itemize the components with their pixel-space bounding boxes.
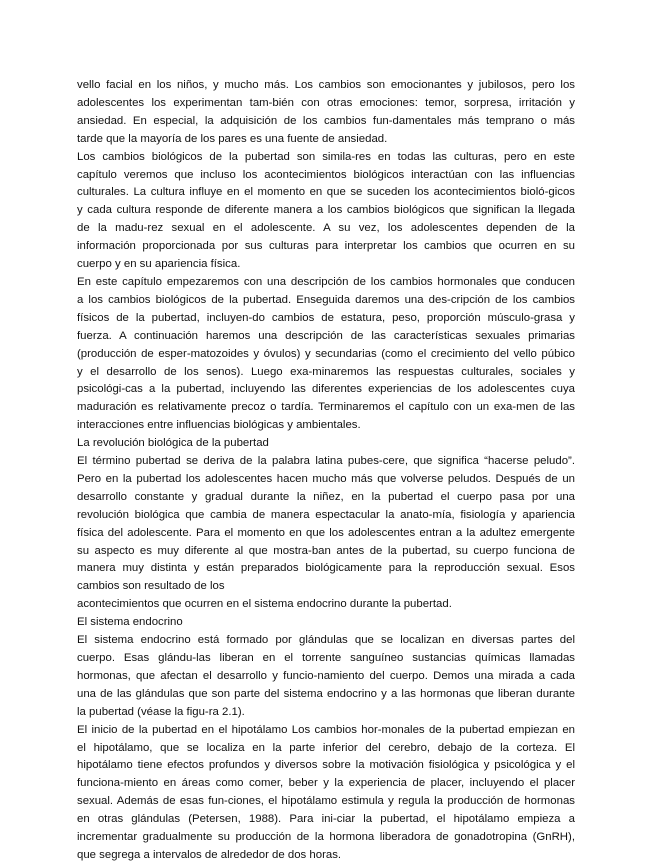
text-line: interacciones entre influencias biológicas y ambientales. [77, 419, 361, 432]
text-line: La revolución biológica de la pubertad [77, 437, 269, 450]
text-line: en otras glándulas (Petersen, 1988). Para ini-ciar la pubertad, el hipotálamo empieza a [77, 813, 575, 826]
text-line: información proporcionada por sus culturas para interpretar los cambios que ocurren en su [77, 240, 575, 253]
text-line: El sistema endocrino [77, 616, 183, 629]
text-line: sexual. Además de esas fun-ciones, el hipotálamo estimula y regula la producción de hormonas [77, 795, 575, 808]
text-line: Los cambios biológicos de la pubertad son simila-res en todas las culturas, pero en este [77, 150, 575, 163]
text-line: a los cambios biológicos de la pubertad. Enseguida daremos una des-cripción de los cambios [77, 293, 575, 306]
text-line: físicos de la pubertad, incluyen-do cambios de estatura, peso, proporción músculo-grasa y [77, 311, 575, 324]
document-page [77, 77, 575, 865]
text-line: En este capítulo empezaremos con una descripción de los cambios hormonales que conducen [77, 275, 575, 288]
text-line: (producción de esper-matozoides y óvulos) y secundarias (como el crecimiento del vello púbico [77, 347, 575, 360]
text-line: funciona-miento en áreas como comer, beber y la experiencia de placer, incluyendo el placer [77, 777, 575, 790]
text-line: manera muy distinta y están preparados biológicamente para la reproducción sexual. Esos [77, 562, 575, 575]
text-line: adolescentes los experimentan tam-bién con otras emociones: temor, sorpresa, irritación y [77, 96, 575, 109]
text-line: que segrega a intervalos de alrededor de dos horas. [77, 848, 342, 861]
text-line: tarde que la mayoría de los pares es una fuente de ansiedad. [77, 132, 388, 145]
text-line: de la madu-rez sexual en el adolescente. A su vez, los adolescentes dependen de la [77, 222, 575, 235]
text-line: y el desarrollo de los senos). Luego exa-minaremos las respuestas culturales, sociales y [77, 365, 575, 378]
text-line: cambios son resultado de los [77, 580, 225, 593]
text-line: y cada cultura responde de diferente manera a los cambios biológicos que significan la llegada [77, 204, 575, 217]
text-line: El término pubertad se deriva de la palabra latina pubes-cere, que significa “hacerse peludo”. [77, 455, 575, 468]
text-line: psicológi-cas a la pubertad, incluyendo las diferentes experiencias de los adolescentes cuya [77, 383, 575, 396]
text-line: Pero en la pubertad los adolescentes hacen mucho más que volverse peludos. Después de un [77, 472, 575, 485]
text-line: fuerza. A continuación haremos una descripción de las características sexuales primarias [77, 329, 575, 342]
text-line: una de las glándulas que son parte del sistema endocrino y a las hormonas que liberan durante [77, 687, 575, 700]
text-line: acontecimientos que ocurren en el sistema endocrino durante la pubertad. [77, 598, 452, 611]
text-line: incrementar gradualmente su producción de la hormona liberadora de gonadotropina (GnRH), [77, 831, 575, 844]
text-line: física del adolescente. Para el momento en que los adolescentes entran a la adultez emergente [77, 526, 575, 539]
text-line: su aspecto es muy diferente al que mostra-ban antes de la pubertad, su cuerpo funciona de [77, 544, 575, 557]
text-line: desarrollo constante y gradual durante la niñez, en la pubertad el cuerpo pasa por una [77, 490, 575, 503]
text-line: hormonas, que afectan el desarrollo y funcio-namiento del cuerpo. Demos una mirada a cada [77, 669, 575, 682]
text-line: cuerpo y en su apariencia física. [77, 258, 241, 271]
text-line: la pubertad (véase la figu-ra 2.1). [77, 705, 245, 718]
text-line: vello facial en los niños, y mucho más. Los cambios son emocionantes y jubilosos, pero los [77, 79, 575, 91]
text-line: ansiedad. En especial, la adquisición de los cambios fun-damentales más temprano o más [77, 114, 575, 127]
text-line: el hipotálamo, que se localiza en la parte inferior del cerebro, debajo de la corteza. El [77, 741, 575, 754]
text-line: maduración es relativamente precoz o tardía. Terminaremos el capítulo con un exa-men de las [77, 401, 575, 414]
text-line: revolución biológica que cambia de manera espectacular la anato-mía, fisiología y apariencia [77, 508, 575, 521]
text-line: culturales. La cultura influye en el momento en que se suceden los acontecimientos bioló-gicos [77, 186, 575, 199]
text-line: El sistema endocrino está formado por glándulas que se localizan en diversas partes del [77, 634, 575, 647]
text-line: hipotálamo tiene efectos profundos y diversos sobre la motivación fisiológica y psicológica y el [77, 759, 575, 772]
text-line: cuerpo. Esas glándu-las liberan en el torrente sanguíneo sustancias químicas llamadas [77, 652, 575, 664]
text-line: El inicio de la pubertad en el hipotálamo Los cambios hor-monales de la pubertad empiezan en [77, 723, 575, 736]
text-line: capítulo veremos que incluso los acontecimientos biológicos interactúan con las influencias [77, 168, 575, 181]
